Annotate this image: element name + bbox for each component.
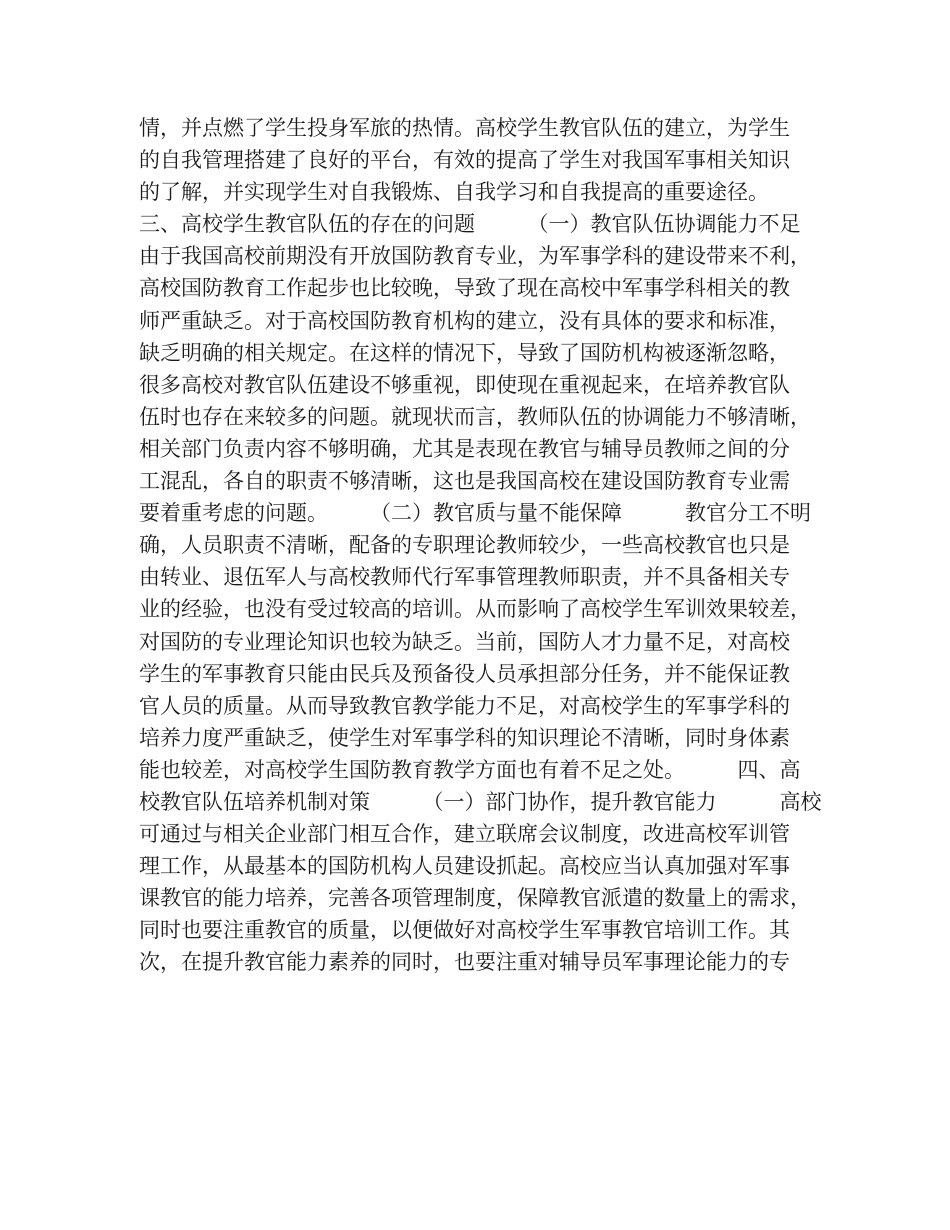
text-line: 高校国防教育工作起步也比较晚，导致了现在高校中军事学科相关的教 — [139, 276, 790, 301]
text-line: 缺乏明确的相关规定。在这样的情况下，导致了国防机构被逐渐忽略， — [139, 340, 790, 365]
text-line: 伍时也存在来较多的问题。就现状而言，教师队伍的协调能力不够清晰， — [139, 404, 811, 429]
text-line: 三、高校学生教官队伍的存在的问题 （一）教官队伍协调能力不足 — [139, 212, 801, 237]
text-line: 次，在提升教官能力素养的同时，也要注重对辅导员军事理论能力的专 — [139, 950, 790, 975]
text-line: 确，人员职责不清晰，配备的专职理论教师较少，一些高校教官也只是 — [139, 533, 790, 558]
text-line: 课教官的能力培养，完善各项管理制度，保障教官派遣的数量上的需求， — [139, 886, 811, 911]
text-line: 学生的军事教育只能由民兵及预备役人员承担部分任务，并不能保证教 — [139, 661, 790, 686]
text-line: 工混乱，各自的职责不够清晰，这也是我国高校在建设国防教育专业需 — [139, 469, 790, 494]
text-line: 相关部门负责内容不够明确，尤其是表现在教官与辅导员教师之间的分 — [139, 436, 790, 461]
text-line: 能也较差，对高校学生国防教育教学方面也有着不足之处。 四、高 — [139, 757, 801, 782]
text-line: 师严重缺乏。对于高校国防教育机构的建立，没有具体的要求和标准， — [139, 308, 790, 333]
body-text — [139, 112, 829, 979]
text-line: 的了解，并实现学生对自我锻炼、自我学习和自我提高的重要途径。 — [139, 180, 769, 205]
text-line: 由转业、退伍军人与高校教师代行军事管理教师职责，并不具备相关专 — [139, 565, 790, 590]
text-line: 的自我管理搭建了良好的平台，有效的提高了学生对我国军事相关知识 — [139, 148, 790, 173]
text-line: 可通过与相关企业部门相互合作，建立联席会议制度，改进高校军训管 — [139, 822, 790, 847]
text-line: 要着重考虑的问题。 （二）教官质与量不能保障 教官分工不明 — [139, 501, 811, 526]
text-line: 官人员的质量。从而导致教官教学能力不足，对高校学生的军事学科的 — [139, 693, 790, 718]
text-line: 培养力度严重缺乏，使学生对军事学科的知识理论不清晰，同时身体素 — [139, 725, 790, 750]
text-line: 很多高校对教官队伍建设不够重视，即使现在重视起来，在培养教官队 — [139, 372, 790, 397]
text-line: 业的经验，也没有受过较高的培训。从而影响了高校学生军训效果较差， — [139, 597, 811, 622]
text-line: 对国防的专业理论知识也较为缺乏。当前，国防人才力量不足，对高校 — [139, 629, 790, 654]
text-line: 由于我国高校前期没有开放国防教育专业，为军事学科的建设带来不利， — [139, 244, 811, 269]
text-line: 同时也要注重教官的质量，以便做好对高校学生军事教官培训工作。其 — [139, 918, 790, 943]
text-line: 校教官队伍培养机制对策 （一）部门协作，提升教官能力 高校 — [139, 789, 822, 814]
text-line: 理工作，从最基本的国防机构人员建设抓起。高校应当认真加强对军事 — [139, 854, 790, 879]
text-line: 情，并点燃了学生投身军旅的热情。高校学生教官队伍的建立，为学生 — [139, 116, 790, 140]
